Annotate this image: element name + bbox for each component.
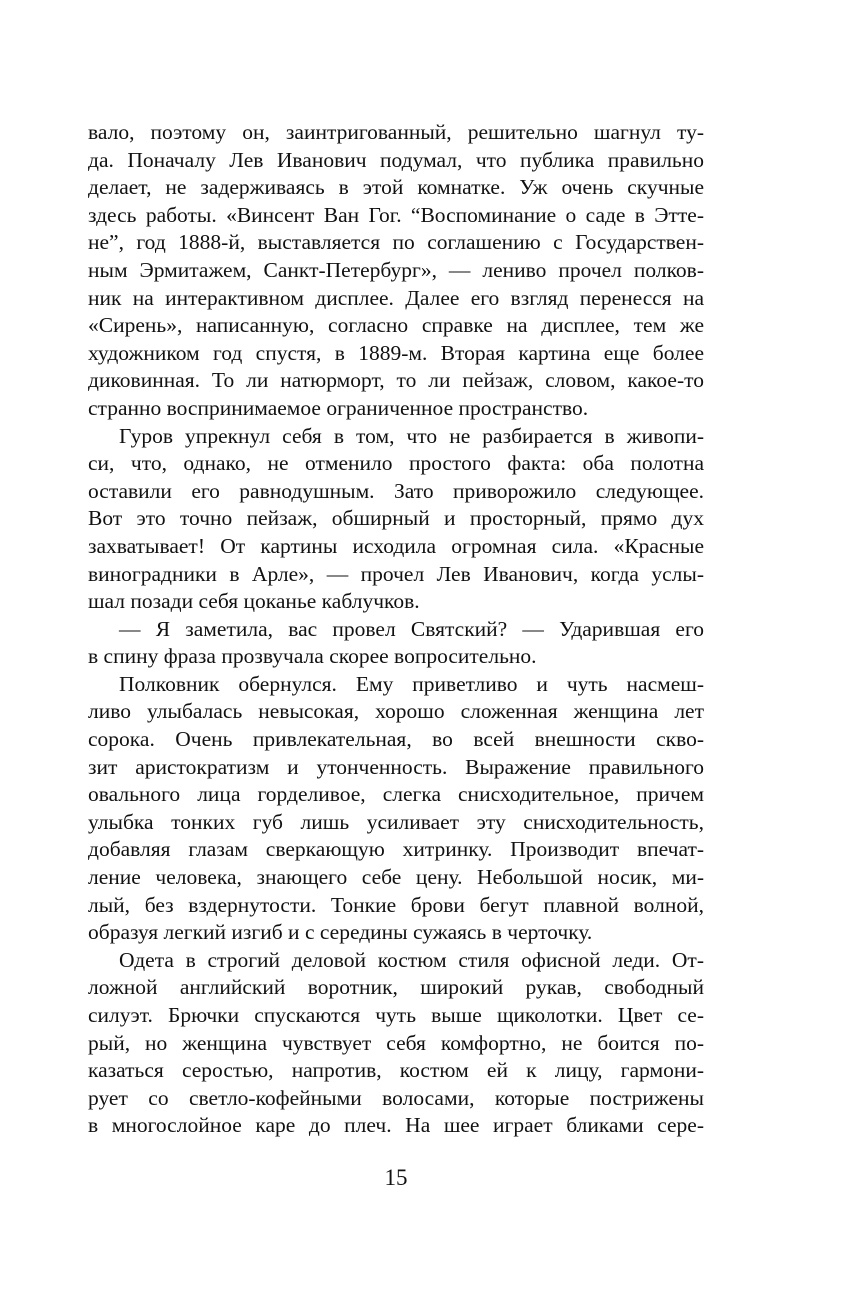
text-line: захватывает! От картины исходила огромная сила. «Красные	[88, 533, 704, 558]
text-line: ложной английский воротник, широкий рукав, свободный	[88, 975, 704, 1000]
text-line: силуэт. Брючки спускаются чуть выше щиколотки. Цвет се-	[88, 1003, 704, 1027]
text-line: странно воспринимаемое ограниченное пространство.	[88, 395, 589, 420]
page-number: 15	[384, 1165, 408, 1190]
text-line: оставили его равнодушным. Зато приворожило следующее.	[88, 478, 704, 503]
text-line: лый, без вздернутости. Тонкие брови бегут плавной волной,	[88, 892, 704, 917]
text-line: сорока. Очень привлекательная, во всей внешности скво-	[88, 727, 704, 752]
text-line: шал позади себя цоканье каблучков.	[88, 589, 420, 614]
text-line: улыбка тонких губ лишь усиливает эту снисходительность,	[88, 809, 704, 834]
paragraph-4	[88, 671, 704, 947]
paragraph-2	[88, 423, 704, 616]
text-line: в спину фраза прозвучала скорее вопросительно.	[88, 644, 537, 669]
text-line: в многослойное каре до плеч. На шее играет бликами сере-	[88, 1113, 704, 1138]
text-line: Вот это точно пейзаж, обширный и просторный, прямо дух	[88, 506, 704, 531]
text-line: рует со светло-кофейными волосами, которые пострижены	[88, 1085, 704, 1110]
text-line: диковинная. То ли натюрморт, то ли пейзаж, словом, какое-то	[88, 368, 704, 393]
text-line: ливо улыбалась невысокая, хорошо сложенная женщина лет	[88, 699, 704, 724]
text-line: «Сирень», написанную, согласно справке на дисплее, тем же	[88, 313, 704, 338]
paragraph-5	[88, 947, 704, 1140]
text-line: вало, поэтому он, заинтригованный, решительно шагнул ту-	[88, 120, 704, 144]
paragraph-1	[88, 119, 704, 423]
text-line: Полковник обернулся. Ему приветливо и чуть насмеш-	[119, 671, 704, 696]
text-line: да. Поначалу Лев Иванович подумал, что публика правильно	[88, 147, 704, 172]
text-line: — Я заметила, вас провел Святский? — Ударившая его	[119, 616, 704, 641]
text-line: ным Эрмитажем, Санкт-Петербург», — лениво прочел полков-	[88, 257, 704, 282]
text-line: делает, не задерживаясь в этой комнатке. Уж очень скучные	[88, 175, 704, 200]
text-line: зит аристократизм и утонченность. Выражение правильного	[88, 754, 704, 779]
text-line: здесь работы. «Винсент Ван Гог. “Воспоминание о саде в Этте-	[88, 202, 704, 227]
text-line: Гуров упрекнул себя в том, что не разбирается в живопи-	[119, 423, 704, 448]
text-line: ление человека, знающего себе цену. Небольшой носик, ми-	[88, 865, 704, 890]
page-text	[88, 119, 704, 1140]
text-line: образуя легкий изгиб и с середины сужаясь в черточку.	[88, 920, 593, 945]
text-line: рый, но женщина чувствует себя комфортно, не боится по-	[88, 1030, 704, 1055]
text-line: виноградники в Арле», — прочел Лев Иванович, когда услы-	[88, 561, 704, 586]
text-line: не”, год 1888-й, выставляется по соглашению с Государствен-	[88, 230, 704, 255]
paragraph-3	[88, 616, 704, 671]
text-line: Одета в строгий деловой костюм стиля офисной леди. От-	[119, 947, 704, 972]
text-line: добавляя глазам сверкающую хитринку. Производит впечат-	[88, 837, 704, 862]
text-line: ник на интерактивном дисплее. Далее его взгляд перенесся на	[88, 285, 704, 310]
text-line: си, что, однако, не отменило простого факта: оба полотна	[88, 451, 704, 476]
text-line: овального лица горделивое, слегка снисходительное, причем	[88, 782, 704, 807]
text-line: казаться серостью, напротив, костюм ей к лицу, гармони-	[88, 1058, 704, 1083]
text-line: художником год спустя, в 1889-м. Вторая картина еще более	[88, 340, 704, 365]
